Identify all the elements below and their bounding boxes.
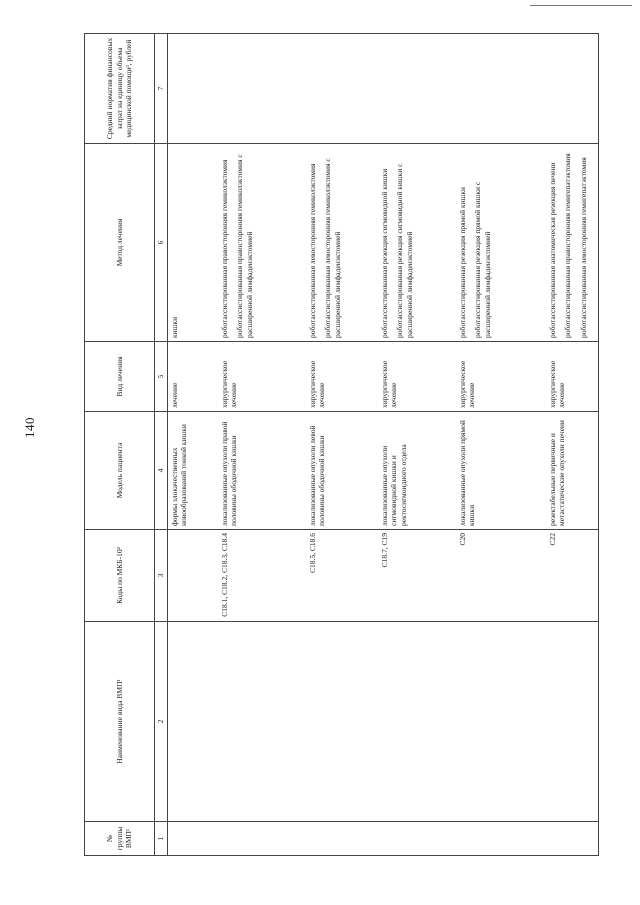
- table-row-methods: [308, 147, 372, 338]
- table-row-model: локализованные опухоли прямой кишки: [458, 420, 477, 526]
- method-item: роботассистированная резекция сигмовидной кишки: [380, 168, 389, 338]
- table-row-treatment: лечение: [170, 382, 179, 408]
- header-treatment-type: Вид лечения: [85, 342, 155, 412]
- rotated-table-wrapper: [84, 34, 588, 856]
- table-row-code: C20: [458, 533, 467, 546]
- header-icd-codes: Коды по МКБ-10²: [85, 530, 155, 622]
- table-row-model: формы злокачественных новообразований тонкой кишки: [170, 424, 189, 526]
- table-row-treatment: хирургическое лечение: [380, 360, 399, 408]
- table-row-model: локализованные опухоли сигмовидной кишки и ректосигмоидного отдела: [380, 444, 408, 526]
- cell-vmp-name: [168, 622, 599, 822]
- method-item: роботассистированная левосторонняя гемиколэктомия: [308, 163, 317, 338]
- vmp-table: [84, 33, 599, 856]
- method-item: роботассистированная резекция прямой кишки: [458, 186, 467, 338]
- table-row-code: C18.7, C19: [380, 533, 389, 568]
- header-patient-model: Модель пациента: [85, 412, 155, 530]
- column-number: 4: [155, 412, 168, 530]
- cell-cost-norm: [168, 34, 599, 144]
- codes-cell: [168, 530, 599, 622]
- table-row-code: C18.5, C18.6: [308, 533, 317, 574]
- page-number: 140: [22, 417, 37, 438]
- method-item: роботассистированная правосторонняя гемиколэктомия с расширенной лимфаденэктомией: [235, 154, 254, 338]
- models-cell: [168, 412, 599, 530]
- cell-group-no: [168, 822, 599, 856]
- header-group-no: № группы ВМП¹: [85, 822, 155, 856]
- method-item: роботассистированная резекция прямой кишки с расширенной лимфаденэктомией: [473, 181, 492, 338]
- table-row-methods: [170, 147, 212, 338]
- table-row-model: резектабельные первичные и метастатические опухоли печени: [548, 420, 567, 526]
- methods-cell: [168, 144, 599, 342]
- table-row-treatment: хирургическое лечение: [220, 360, 239, 408]
- column-number: 6: [155, 144, 168, 342]
- table-row-model: локализованные опухоли правой половины ободочной кишки: [220, 421, 239, 526]
- table-row-treatment: хирургическое лечение: [308, 360, 327, 408]
- method-item: кишки: [170, 316, 179, 338]
- column-number: 5: [155, 342, 168, 412]
- table-row-methods: [458, 147, 540, 338]
- top-rule: [530, 5, 632, 6]
- table-row-treatment: хирургическое лечение: [458, 360, 477, 408]
- column-number: 3: [155, 530, 168, 622]
- table-row-code: C22: [548, 533, 557, 546]
- method-item: роботассистированная левосторонняя гемиколэктомия с расширенной лимфаденэктомией: [323, 158, 342, 338]
- method-item: роботассистированная правосторонняя гемигепатэктомия: [563, 153, 573, 338]
- column-number: 7: [155, 34, 168, 144]
- method-item: роботассистированная левосторонняя гемигепатэктомия: [578, 157, 588, 338]
- table-row-methods: [220, 147, 300, 338]
- header-vmp-name: Наименование вида ВМП¹: [85, 622, 155, 822]
- table-row-model: локализованные опухоли левой половины ободочной кишки: [308, 425, 327, 526]
- header-treatment-method: Метод лечения: [85, 144, 155, 342]
- method-item: роботассистированная резекция сигмовидной кишки с расширенной лимфаденэктомией: [395, 163, 414, 338]
- table-row-methods: [548, 147, 588, 338]
- method-item: роботассистированная анатомическая резекция печени: [548, 162, 557, 338]
- column-number: 1: [155, 822, 168, 856]
- header-cost-norm: Средний норматив финансовых затрат на единицу объема медицинской помощи³, рублей: [85, 34, 155, 144]
- column-number: 2: [155, 622, 168, 822]
- table-row-code: C18.1, C18.2, C18.3, C18.4: [220, 533, 229, 617]
- table-row-treatment: хирургическое лечение: [548, 360, 567, 408]
- table-row-code: [170, 533, 212, 618]
- treatments-cell: [168, 342, 599, 412]
- table-row-methods: [380, 147, 450, 338]
- method-item: роботассистированная правосторонняя гемиколэктомия: [220, 159, 229, 338]
